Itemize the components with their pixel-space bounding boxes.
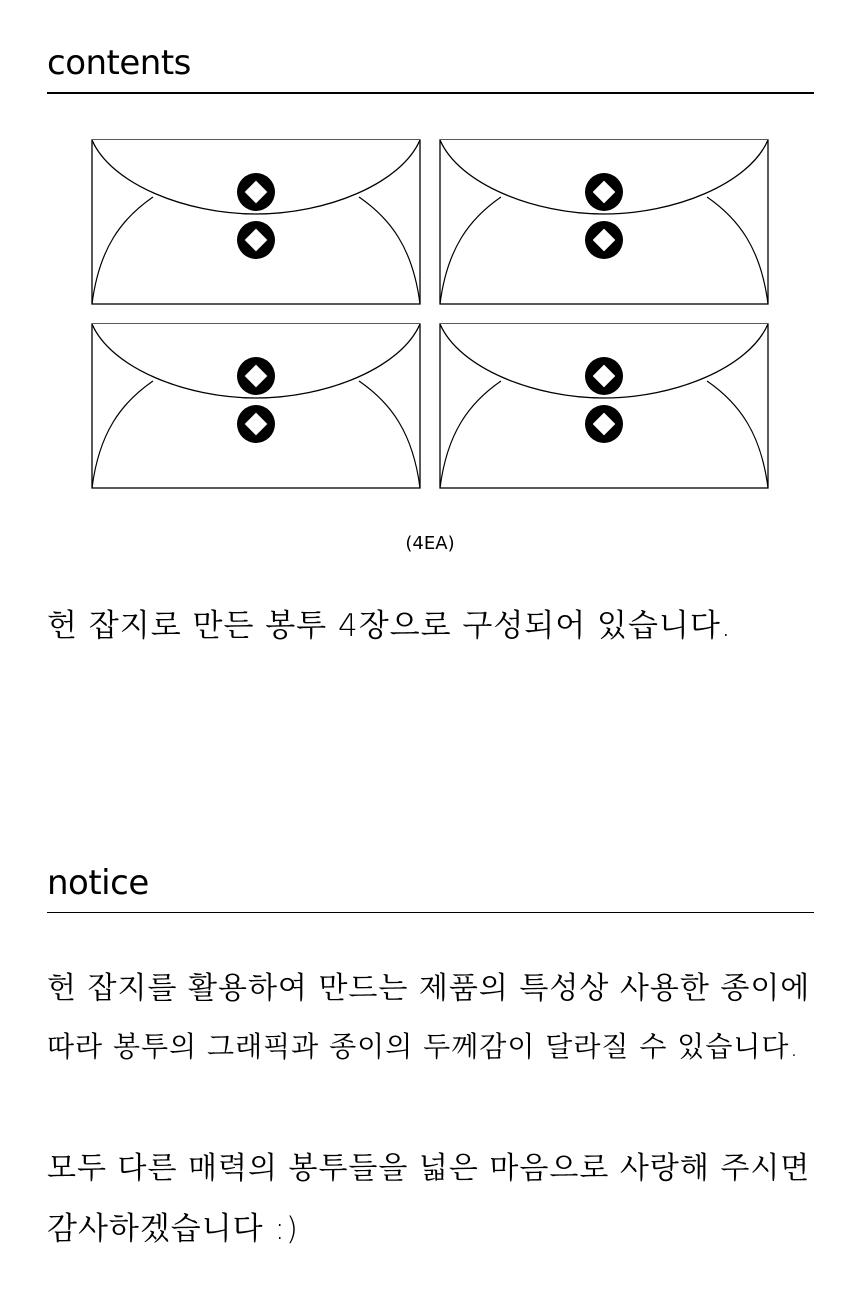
envelope-illustration (91, 323, 421, 489)
notice-line-1: 헌 잡지를 활용하여 만드는 제품의 특성상 사용한 종이에 (47, 971, 811, 1006)
envelope-grid (91, 139, 769, 489)
notice-heading: notice (47, 863, 149, 903)
contents-divider (47, 92, 814, 94)
envelope-illustration (91, 139, 421, 305)
contents-heading: contents (47, 43, 191, 83)
notice-line-4: 감사하겠습니다 :) (47, 1211, 300, 1247)
notice-line-2: 따라 봉투의 그래픽과 종이의 두께감이 달라질 수 있습니다. (47, 1030, 800, 1063)
notice-divider (47, 912, 814, 913)
contents-description: 헌 잡지로 만든 봉투 4장으로 구성되어 있습니다. (47, 608, 732, 644)
quantity-label: (4EA) (405, 533, 455, 554)
envelope-illustration (439, 139, 769, 305)
envelope-illustration (439, 323, 769, 489)
notice-line-3: 모두 다른 매력의 봉투들을 넓은 마음으로 사랑해 주시면 (47, 1151, 811, 1186)
